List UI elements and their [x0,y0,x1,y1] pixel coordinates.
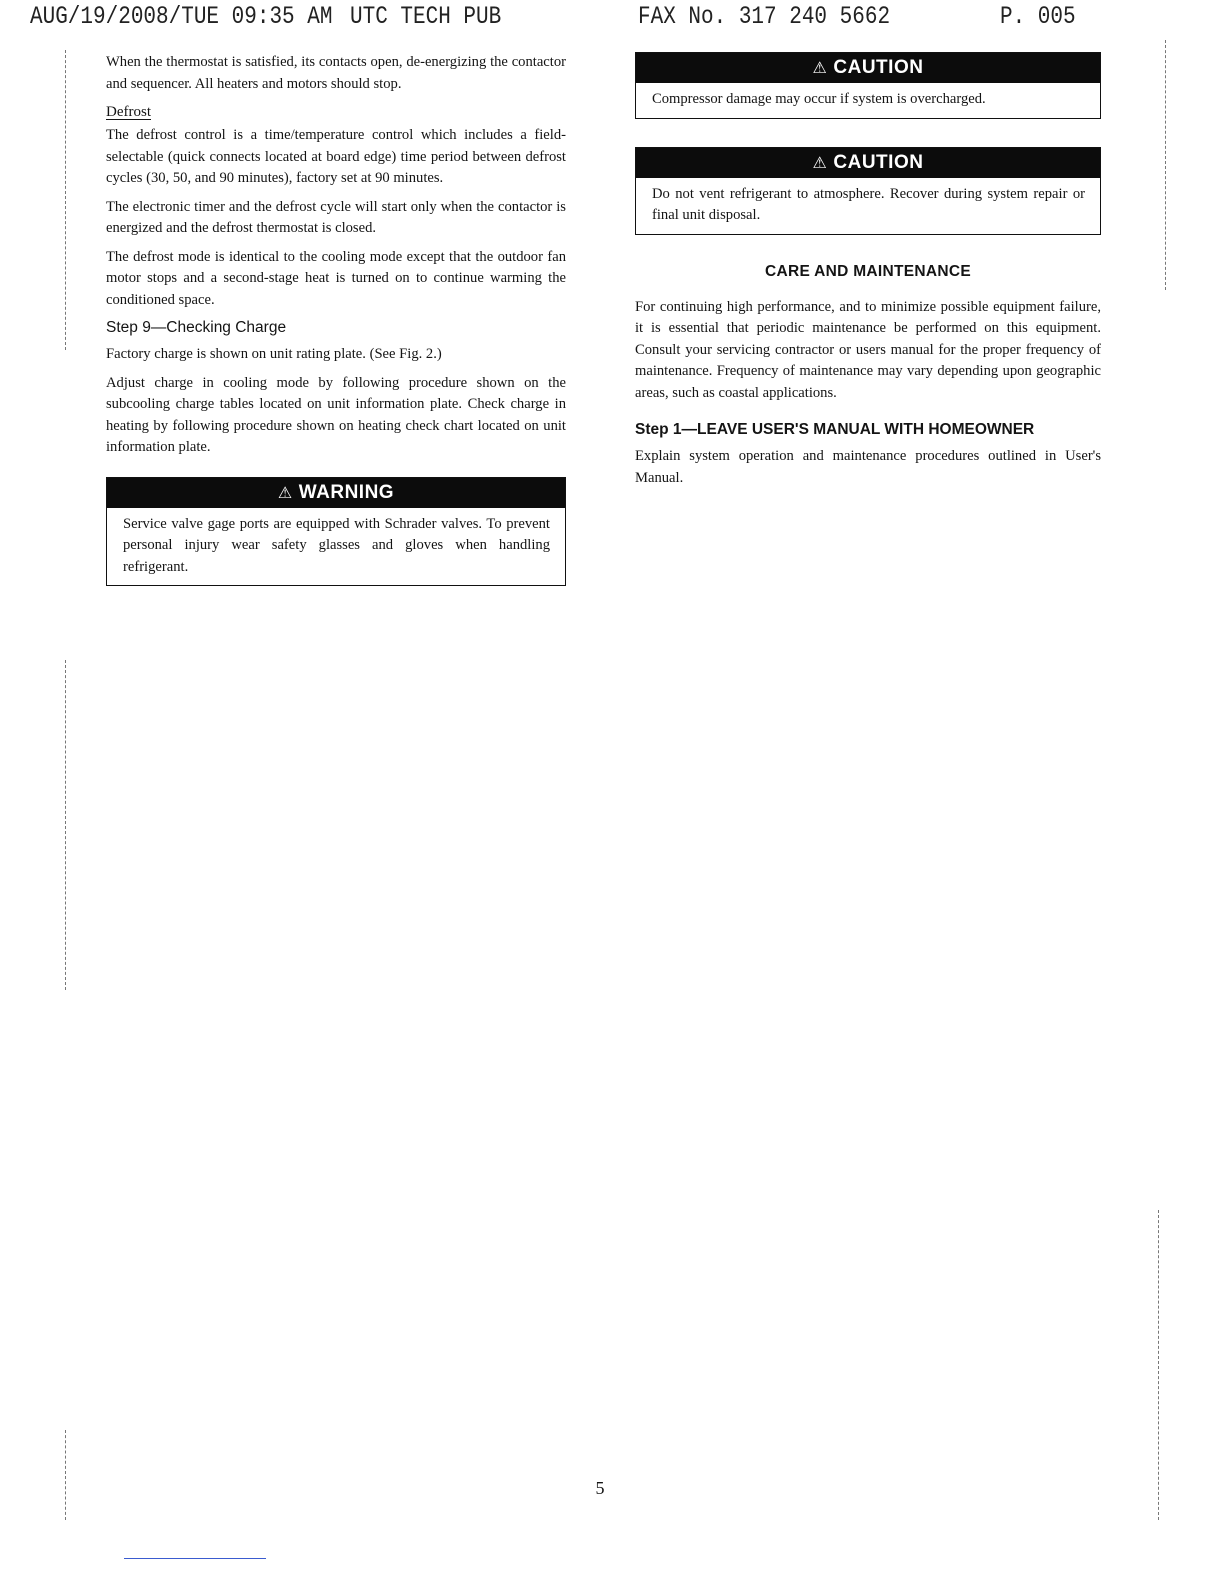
warning-box [106,477,566,587]
defrost-paragraph-2: The electronic timer and the defrost cycle will start only when the contactor is energized and the defrost thermostat is closed. [106,198,566,236]
scan-margin-line [1165,40,1166,290]
defrost-paragraph-1: The defrost control is a time/temperature control which includes a field-selectable (quick connects located at board edge) time period between defrost cycles (30, 50, and 90 minutes), factory set at 90 minutes. [106,127,566,186]
caution-box-2 [635,147,1101,235]
caution-triangle-icon: ⚠ [812,154,828,172]
fax-sender: UTC TECH PUB [350,4,502,32]
page-number: 5 [595,1478,605,1498]
care-paragraph: For continuing high performance, and to minimize possible equipment failure, it is essential that periodic maintenance be performed on this equipment. Consult your servicing contractor or users manual for the proper frequency of maintenance. Frequency of maintenance may vary depending upon geographic areas, such as coastal applications. [635,298,1101,401]
warning-bar [107,478,565,508]
thermostat-paragraph: When the thermostat is satisfied, its contacts open, de-energizing the contactor and sequencer. All heaters and motors should stop. [106,54,566,92]
left-column [106,52,566,586]
caution-text-2: Do not vent refrigerant to atmosphere. Recover during system repair or final unit disposal. [652,185,1085,223]
step-1-paragraph: Explain system operation and maintenance procedures outlined in User's Manual. [635,448,1101,486]
footer-rule [124,1558,266,1559]
defrost-heading: Defrost [106,104,151,120]
fax-header [0,4,1224,39]
caution-body-2 [636,178,1100,234]
defrost-paragraph-3: The defrost mode is identical to the cooling mode except that the outdoor fan motor stops and a second-stage heat is turned on to continue warming the conditioned space. [106,248,566,308]
care-maintenance-title: CARE AND MAINTENANCE [764,262,972,280]
step-9-paragraph-1: Factory charge is shown on unit rating plate. (See Fig. 2.) [106,346,442,362]
step-9-heading: Step 9—Checking Charge [106,319,287,336]
scan-margin-line [1158,1210,1159,1520]
warning-label: WARNING [298,481,395,503]
caution-triangle-icon: ⚠ [812,60,828,77]
fax-date-time: AUG/19/2008/TUE 09:35 AM [30,4,333,32]
caution-label-2: CAUTION [833,151,924,173]
scan-margin-line [65,50,66,350]
warning-text: Service valve gage ports are equipped with Schrader valves. To prevent personal injury wear safety glasses and gloves when handling refrigerant. [123,515,550,575]
warning-triangle-icon: ⚠ [277,484,293,502]
warning-body [107,508,565,586]
fax-number: FAX No. 317 240 5662 [638,4,891,32]
caution-body-1 [636,83,1100,118]
caution-bar-1 [636,53,1100,83]
fax-page-ref: P. 005 [1000,4,1076,32]
caution-text-1: Compressor damage may occur if system is overcharged. [652,91,986,107]
scan-margin-line [65,1430,66,1520]
caution-bar-2 [636,148,1100,178]
right-column [635,52,1101,496]
caution-label-1: CAUTION [833,57,924,78]
step-1-heading: Step 1—LEAVE USER'S MANUAL WITH HOMEOWNER [635,421,1035,438]
scan-margin-line [65,660,66,990]
caution-box-1 [635,52,1101,119]
step-9-paragraph-2: Adjust charge in cooling mode by following procedure shown on the subcooling charge tables located on unit information plate. Check charge in heating by following procedure shown on heating check chart located on unit information plate. [106,374,566,455]
